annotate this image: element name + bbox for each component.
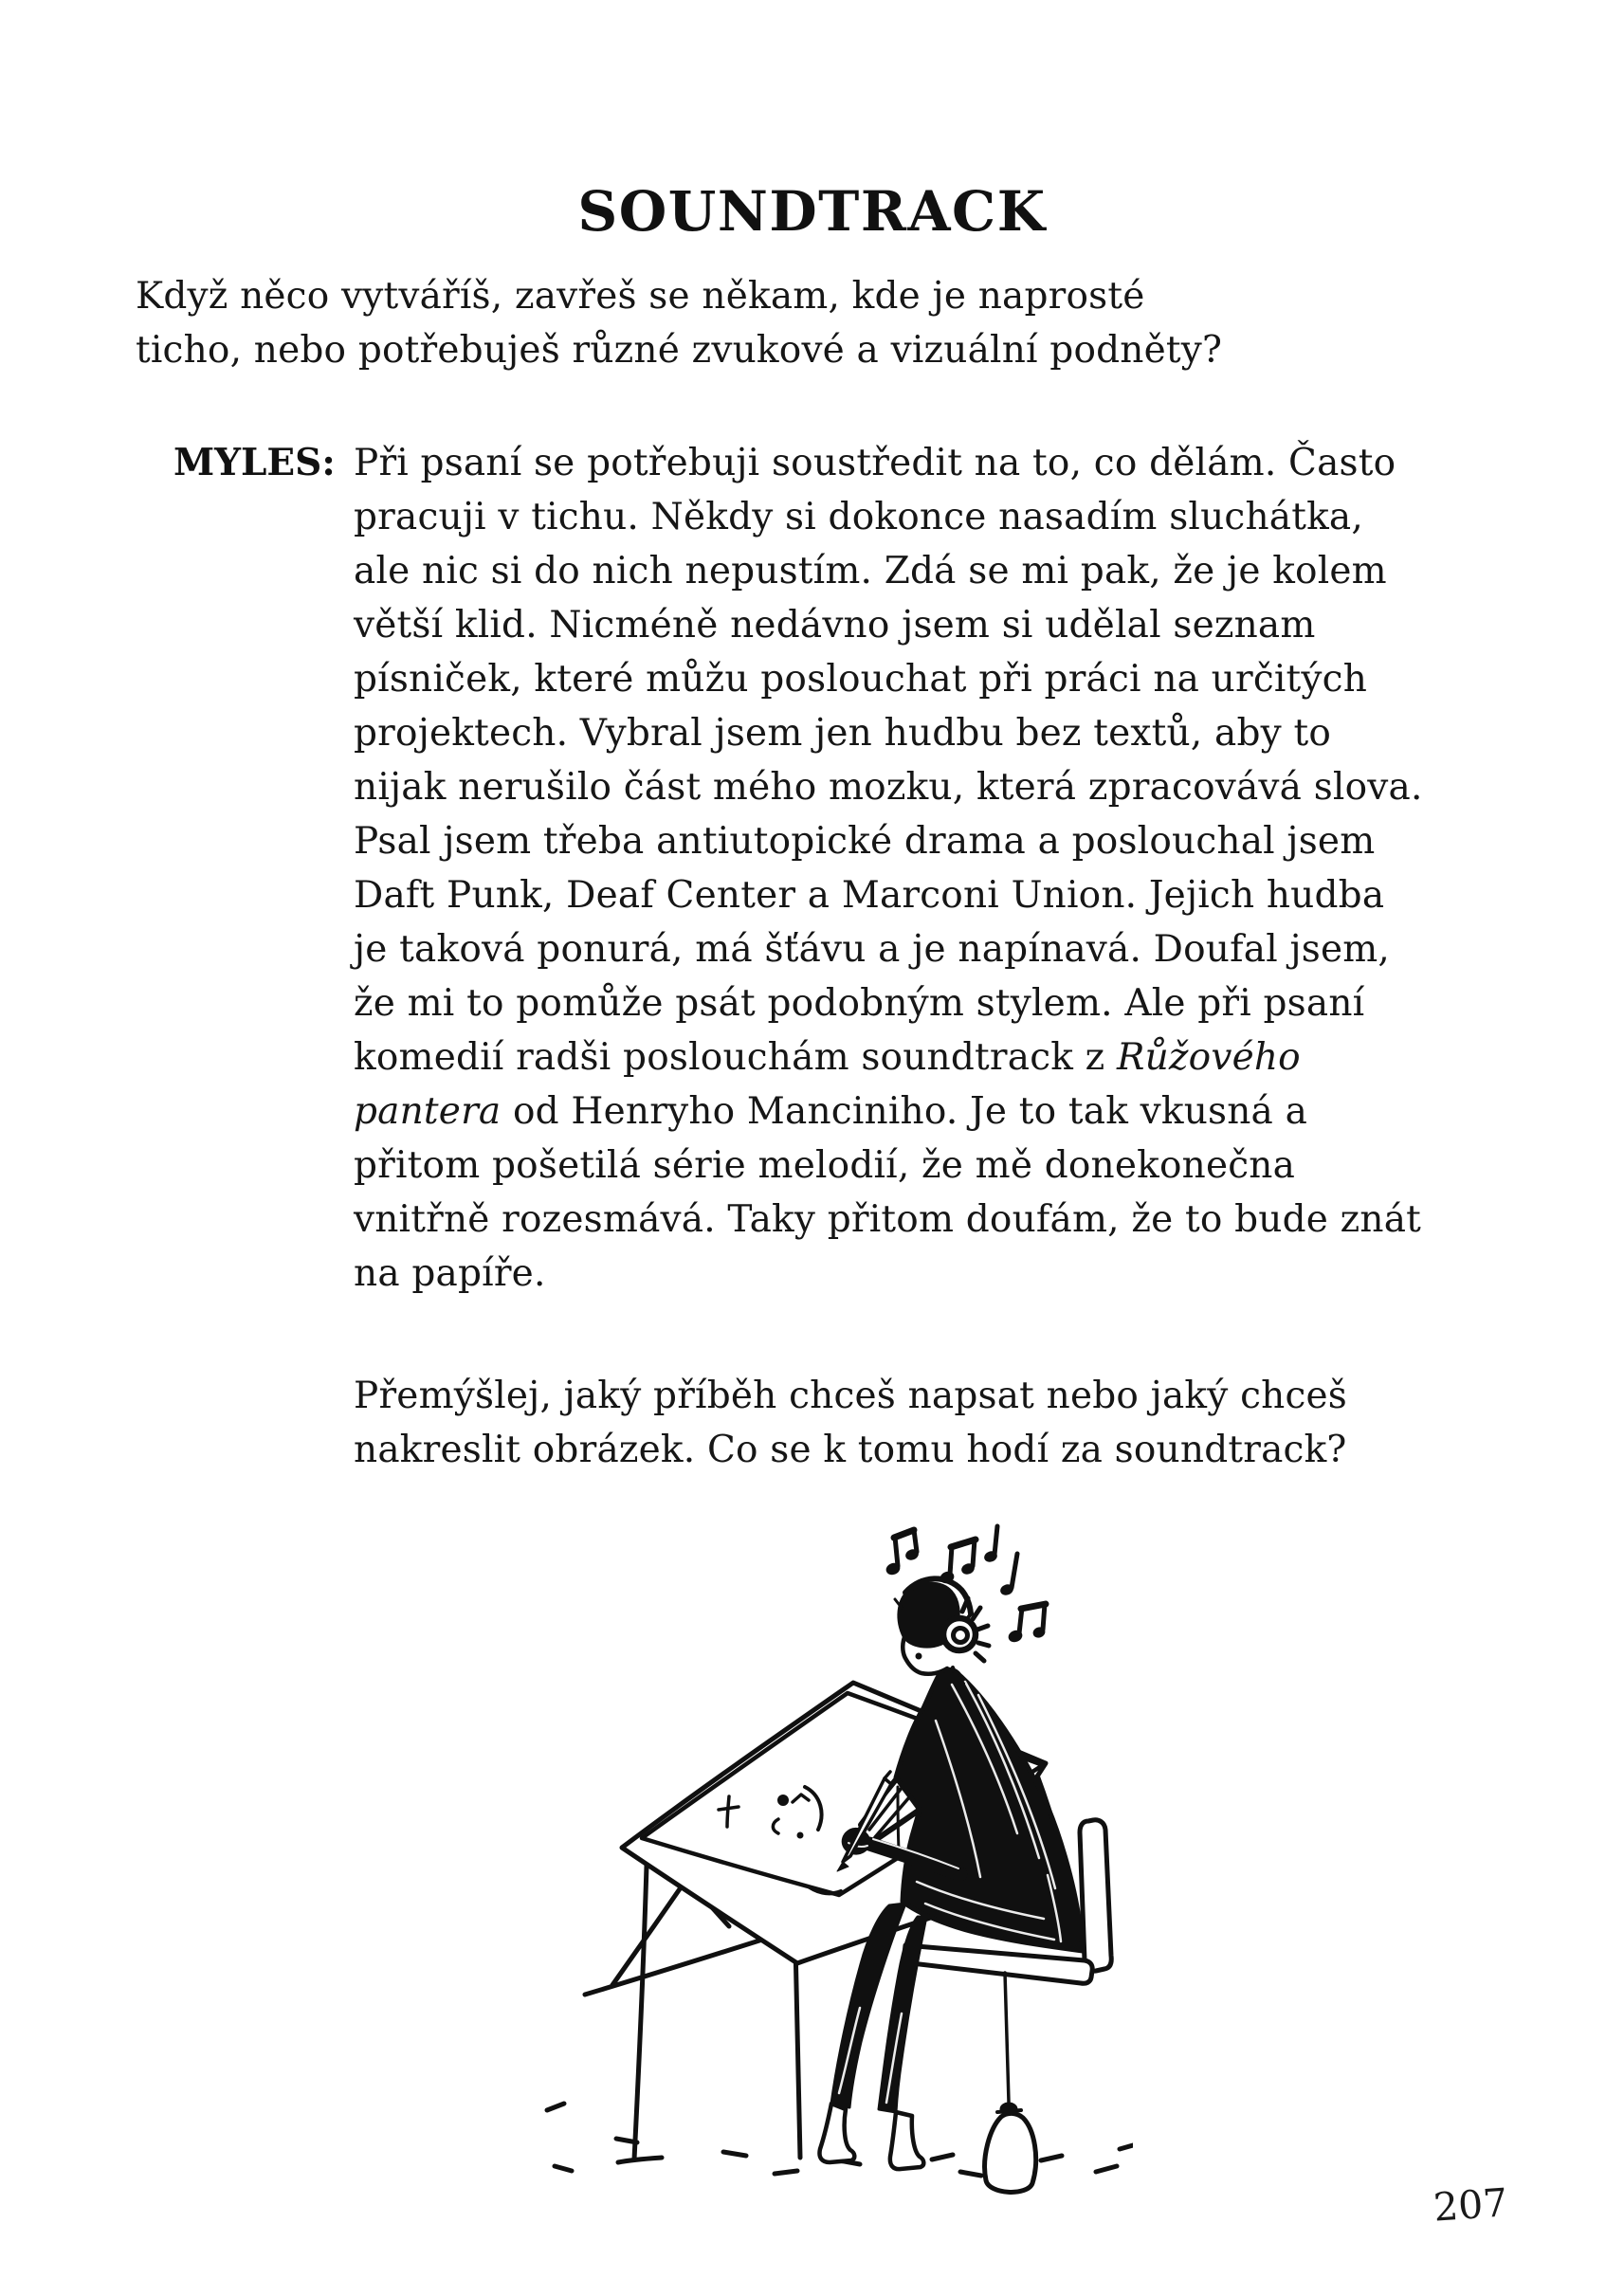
music-note-icon <box>885 1530 920 1576</box>
answer-text-part1: Při psaní se potřebuji soustředit na to, co dělám. Často pracuji v tichu. Někdy si dokonce nasadím sluchátka, ale nic si do nich nepustím. Zdá se mi pak, že je kolem větší klid. Nicméně nedávno jsem si udělal seznam písniček, které můžu poslouchat při práci na určitých projektech. Vybral jsem jen hudbu bez textů, aby to nijak nerušilo část mého mozku, která zpracovává slova. Psal jsem třeba antiutopické drama a poslouchal jsem Daft Punk, Deaf Center a Marconi Union. Jejich hudba je taková ponurá, má šťávu a je napínavá. Doufal jsem, že mi to pomůže psát podobným stylem. Ale při psaní komedií radši poslouchám soundtrack z <box>354 442 1423 1079</box>
artist-drawing-illustration <box>526 1496 1133 2197</box>
intro-paragraph: Když něco vytváříš, zavřeš se někam, kde je naprosté ticho, nebo potřebuješ různé zvukové a vizuální podněty? <box>136 275 1223 372</box>
answer-text-part2: od Henryho Manciniho. Je to tak vkusná a přitom pošetilá série melodií, že mě donekonečna vnitřně rozesmává. Taky přitom doufám, že to bude znát na papíře. <box>354 1090 1422 1295</box>
dialogue-answer <box>354 436 1423 1301</box>
album-title-italic: Růžového pantera <box>354 1036 1301 1133</box>
artist-head <box>895 1578 989 1687</box>
speaker-label: MYLES: <box>173 441 336 484</box>
hanging-bag-icon <box>985 2103 1036 2192</box>
foot <box>819 2104 854 2162</box>
foot <box>890 2112 923 2169</box>
page-number: 207 <box>1432 2179 1509 2231</box>
music-note-icon <box>999 1554 1017 1596</box>
eye-dot <box>916 1653 921 1659</box>
music-note-icon <box>940 1540 976 1585</box>
artist-figure <box>895 1578 1083 1951</box>
exercise-paragraph: Přemýšlej, jaký příběh chceš napsat nebo jaký chceš nakreslit obrázek. Co se k tomu hodí za soundtrack? <box>354 1375 1347 1471</box>
music-note-icon <box>1008 1604 1047 1644</box>
headphones-icon <box>943 1615 976 1650</box>
music-note-icon <box>983 1526 998 1563</box>
page-title: SOUNDTRACK <box>577 178 1047 244</box>
